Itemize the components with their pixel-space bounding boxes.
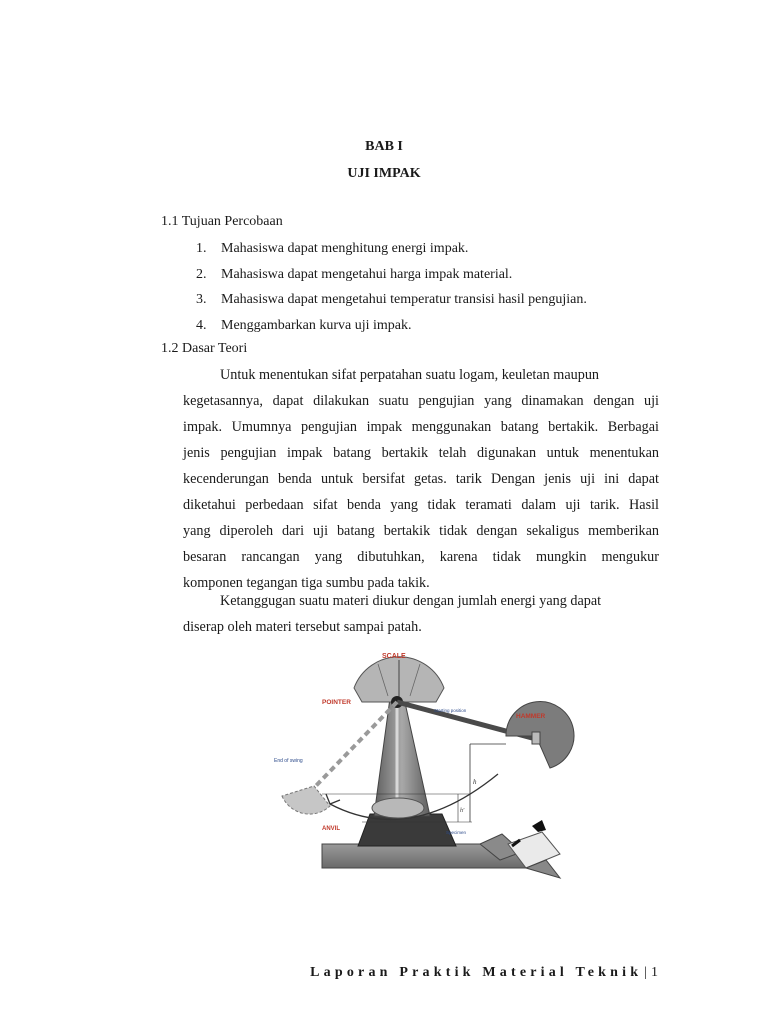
list-item: 4. Menggambarkan kurva uji impak. xyxy=(196,317,412,333)
label-starting-position: Starting position xyxy=(434,708,467,713)
list-item: 1. Mahasiswa dapat menghitung energi impak. xyxy=(196,241,469,256)
striker-arrow-icon xyxy=(532,820,546,832)
label-specimen: Specimen xyxy=(446,830,467,835)
list-item: 3. Mahasiswa dapat mengetahui temperatur transisi hasil pengujian. xyxy=(196,292,587,307)
label-hammer: HAMMER xyxy=(516,713,546,720)
section-heading-dasar-teori: 1.2 Dasar Teori xyxy=(161,341,248,356)
label-anvil: ANVIL xyxy=(322,826,340,832)
paragraph-toughness: Ketanggugan suatu materi diukur dengan jumlah energi yang dapat diserap oleh materi tersebut sampai patah. xyxy=(183,593,602,635)
specimen xyxy=(372,798,424,818)
paragraph-theory: Untuk menentukan sifat perpatahan suatu logam, keuletan maupun kegetasannya, dapat dilakukan suatu pengujian yang dinamakan dengan uji impak. Umumnya pengujian impak menggunakan batang bertakik. Berbagai jenis pengujian impak batang bertakik telah digunakan untuk menentukan kecenderungan benda untuk bersifat getas. tarik Dengan jenis uji ini dapat diketahui perbedaan sifat benda yang tidak teramati dalam uji tarik. Hasil yang diperoleh dari uji batang bertakik tidak dengan sekaligus memberikan besaran rancangan yang dibutuhkan, karena tidak mungkin mengukur komponen tegangan tiga sumbu pada takik. xyxy=(183,367,659,591)
end-of-swing-hammer xyxy=(282,786,330,814)
list-item: 2. Mahasiswa dapat mengetahui harga impak material. xyxy=(196,266,513,282)
footer-separator: | xyxy=(644,965,647,980)
objectives-list xyxy=(196,240,587,342)
label-h-prime: h' xyxy=(460,808,465,814)
label-pointer: POINTER xyxy=(322,699,351,706)
footer-title: Laporan Praktik Material Teknik xyxy=(310,965,643,980)
section-heading-tujuan: 1.1 Tujuan Percobaan xyxy=(161,214,283,229)
label-end-of-swing: End of swing xyxy=(274,758,303,764)
label-scale: SCALE xyxy=(382,653,406,660)
chapter-title: UJI IMPAK xyxy=(347,166,421,181)
page-footer xyxy=(310,965,658,981)
page-number: 1 xyxy=(651,965,658,980)
label-h: h xyxy=(473,778,477,786)
chapter-number: BAB I xyxy=(365,139,403,154)
impact-tester-figure xyxy=(270,646,580,881)
